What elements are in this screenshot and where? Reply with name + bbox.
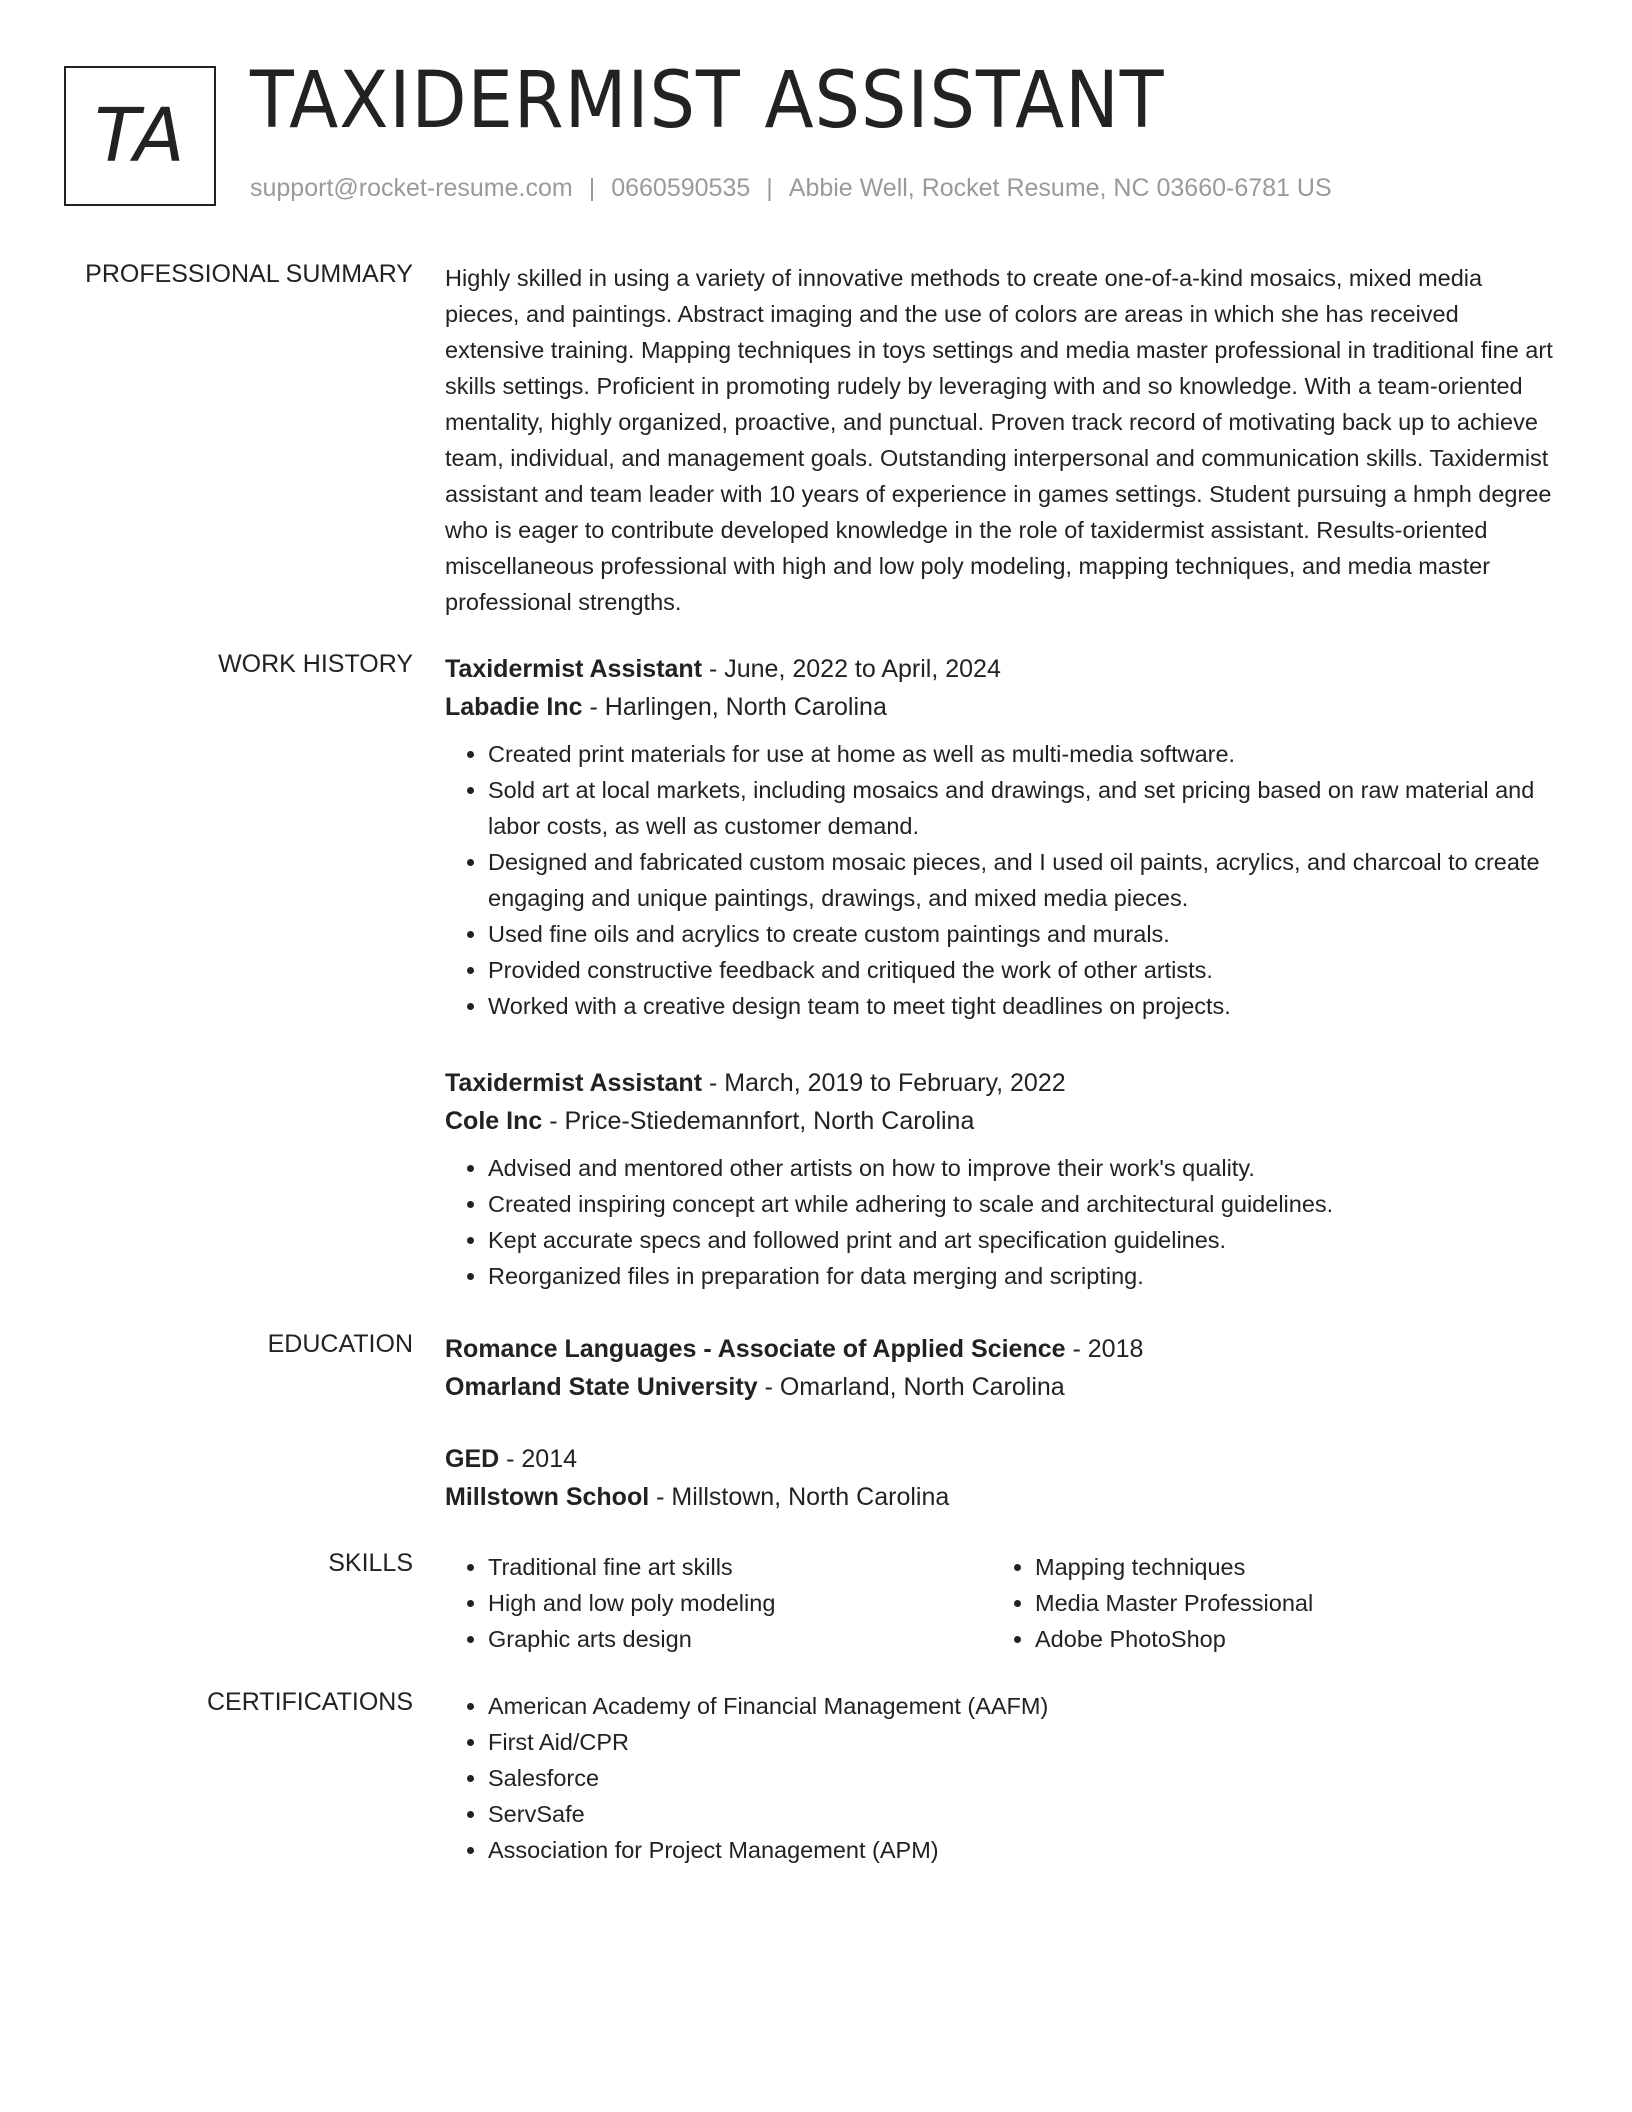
summary-text: Highly skilled in using a variety of innovative methods to create one-of-a-kind mosaics, mixed media pieces, and paintings. Abstract imaging and the use of colors are areas in which she has received extensive training. Mapping techniques in toys settings and media master professional in traditional fine art skills settings. Proficient in promoting rudely by leveraging with and so knowledge. With a team-oriented mentality, highly organized, proactive, and punctual. Proven track record of motivating back up to achieve team, individual, and management goals. Outstanding interpersonal and communication skills. Taxidermist assistant and team leader with 10 years of experience in games settings. Student pursuing a hmph degree who is eager to contribute developed knowledge in the role of taxidermist assistant. Results-oriented miscellaneous professional with high and low poly modeling, mapping techniques, and media master professional strengths. [445, 265, 1553, 615]
education-degree-line [445, 1330, 1555, 1368]
skills-list [445, 1549, 992, 1657]
certification-item: • American Academy of Financial Management (AAFM) [488, 1688, 1555, 1724]
work-body [445, 650, 1555, 1294]
job-dates: - March, 2019 to February, 2022 [702, 1069, 1066, 1097]
education-degree: Romance Languages - Associate of Applied Science [445, 1335, 1066, 1363]
skill-item: • High and low poly modeling [488, 1585, 992, 1621]
job-company-line [445, 1102, 1555, 1140]
skill-item: • Mapping techniques [1035, 1549, 1539, 1585]
job-company: Cole Inc [445, 1107, 543, 1135]
job-title: Taxidermist Assistant [445, 1069, 703, 1097]
education-school-line [445, 1478, 1555, 1516]
skills-body [445, 1549, 1555, 1657]
job-company: Labadie Inc [445, 693, 583, 721]
education-entry [445, 1330, 1555, 1406]
contact-email: support@rocket-resume.com [250, 174, 573, 202]
section-heading-education: EDUCATION [267, 1330, 413, 1358]
job-dates: - June, 2022 to April, 2024 [702, 655, 1001, 683]
job-location: - Harlingen, North Carolina [582, 693, 887, 721]
education-school: Millstown School [445, 1483, 650, 1511]
skills-list [992, 1549, 1539, 1657]
job-bullet: • Created inspiring concept art while adhering to scale and architectural guidelines. [488, 1186, 1555, 1222]
job-title-line [445, 650, 1555, 688]
contact-address: Abbie Well, Rocket Resume, NC 03660-6781 US [788, 174, 1332, 202]
skills-column-right [992, 1549, 1539, 1657]
job-bullet: • Created print materials for use at home as well as multi-media software. [488, 736, 1555, 772]
certifications-list [445, 1688, 1555, 1868]
job-title-line [445, 1064, 1555, 1102]
certification-item: • ServSafe [488, 1796, 1555, 1832]
education-body [445, 1330, 1555, 1516]
education-degree: GED [445, 1445, 500, 1473]
education-year: - 2018 [1065, 1335, 1144, 1363]
job-bullet: • Advised and mentored other artists on how to improve their work's quality. [488, 1150, 1555, 1186]
job-bullet: • Kept accurate specs and followed print and art specification guidelines. [488, 1222, 1555, 1258]
job-bullet: • Provided constructive feedback and critiqued the work of other artists. [488, 952, 1555, 988]
job-bullet: • Worked with a creative design team to meet tight deadlines on projects. [488, 988, 1555, 1024]
section-heading-skills: SKILLS [328, 1549, 413, 1577]
summary-body [445, 260, 1555, 620]
skill-item: • Media Master Professional [1035, 1585, 1539, 1621]
certification-item: • Salesforce [488, 1760, 1555, 1796]
job-company-line [445, 688, 1555, 726]
job-bullet: • Used fine oils and acrylics to create custom paintings and murals. [488, 916, 1555, 952]
skill-item: • Graphic arts design [488, 1621, 992, 1657]
contact-separator: | [588, 174, 596, 202]
job-bullet-list [445, 736, 1555, 1024]
education-degree-line [445, 1440, 1555, 1478]
job-location: - Price-Stiedemannfort, North Carolina [542, 1107, 975, 1135]
skill-item: • Traditional fine art skills [488, 1549, 992, 1585]
job-title: Taxidermist Assistant [445, 655, 703, 683]
contact-line [250, 174, 1332, 203]
job-entry [445, 1064, 1555, 1294]
education-school: Omarland State University [445, 1373, 758, 1401]
education-location: - Omarland, North Carolina [757, 1373, 1065, 1401]
job-entry [445, 650, 1555, 1024]
education-year: - 2014 [499, 1445, 578, 1473]
section-heading-certifications: CERTIFICATIONS [206, 1688, 413, 1716]
job-bullet-list [445, 1150, 1555, 1294]
section-heading-work: WORK HISTORY [218, 650, 413, 678]
contact-separator: | [766, 174, 773, 202]
monogram-initials: TA [94, 93, 186, 179]
job-bullet: • Reorganized files in preparation for data merging and scripting. [488, 1258, 1555, 1294]
section-heading-summary: PROFESSIONAL SUMMARY [85, 260, 413, 288]
job-bullet: • Sold art at local markets, including mosaics and drawings, and set pricing based on raw material and labor costs, as well as customer demand. [488, 772, 1555, 844]
certifications-body [445, 1688, 1555, 1868]
job-bullet: • Designed and fabricated custom mosaic pieces, and I used oil paints, acrylics, and charcoal to create engaging and unique paintings, drawings, and mixed media pieces. [488, 844, 1555, 916]
monogram-box [64, 66, 216, 206]
certification-item: • Association for Project Management (APM) [488, 1832, 1555, 1868]
education-location: - Millstown, North Carolina [649, 1483, 950, 1511]
skill-item: • Adobe PhotoShop [1035, 1621, 1539, 1657]
education-entry [445, 1440, 1555, 1516]
candidate-name: TAXIDERMIST ASSISTANT [250, 56, 1165, 146]
skills-column-left [445, 1549, 992, 1657]
education-school-line [445, 1368, 1555, 1406]
contact-phone: 0660590535 [611, 174, 751, 202]
certification-item: • First Aid/CPR [488, 1724, 1555, 1760]
